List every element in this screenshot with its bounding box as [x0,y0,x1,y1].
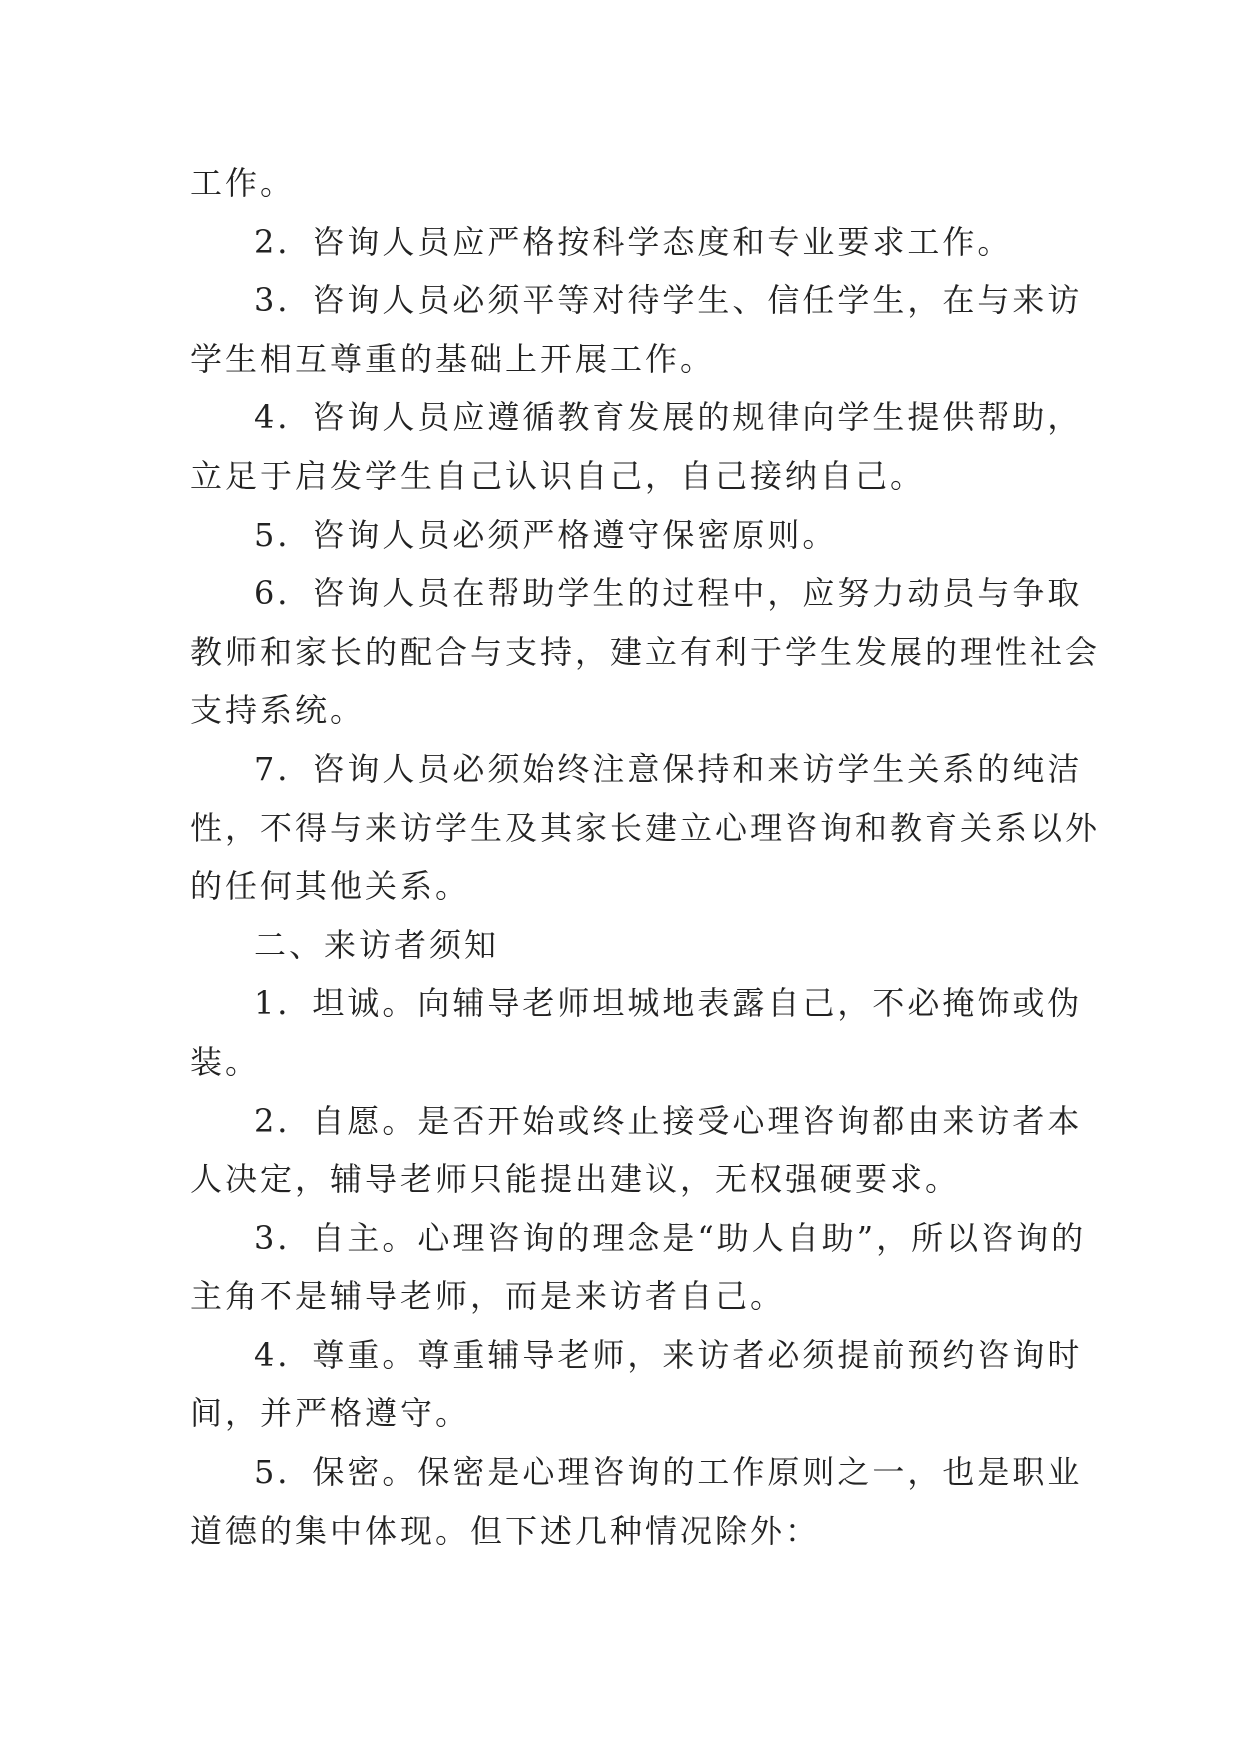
text-line: 5．咨询人员必须严格遵守保密原则。 [254,515,838,554]
text-line: 支持系统。 [190,691,366,730]
text-line: 教师和家长的配合与支持，建立有利于学生发展的理性社会 [190,632,1101,671]
text-line: 4．尊重。尊重辅导老师，来访者必须提前预约咨询时 [254,1335,1083,1374]
text-line: 7．咨询人员必须始终注意保持和来访学生关系的纯洁 [254,749,1083,788]
text-line: 4．咨询人员应遵循教育发展的规律向学生提供帮助， [254,398,1083,437]
text-line: 5．保密。保密是心理咨询的工作原则之一，也是职业 [254,1453,1083,1492]
text-line: 工作。 [190,164,296,202]
document-body [190,154,1101,1560]
text-line: 主角不是辅导老师，而是来访者自己。 [190,1277,786,1316]
text-line: 的任何其他关系。 [190,867,471,906]
text-line: 人决定，辅导老师只能提出建议，无权强硬要求。 [190,1160,961,1199]
text-line: 学生相互尊重的基础上开展工作。 [190,339,716,378]
text-line: 3．咨询人员必须平等对待学生、信任学生，在与来访 [254,281,1083,320]
text-line: 性，不得与来访学生及其家长建立心理咨询和教育关系以外 [190,808,1101,847]
text-line: 3．自主。心理咨询的理念是“助人自助”，所以咨询的 [254,1218,1087,1257]
section-heading: 二、来访者须知 [254,925,500,964]
text-line: 6．咨询人员在帮助学生的过程中，应努力动员与争取 [254,574,1083,613]
text-line: 2．自愿。是否开始或终止接受心理咨询都由来访者本 [254,1101,1083,1140]
text-line: 1．坦诚。向辅导老师坦城地表露自己，不必掩饰或伪 [254,984,1083,1023]
text-line: 装。 [190,1042,261,1081]
text-line: 间，并严格遵守。 [190,1394,471,1433]
text-line: 立足于启发学生自己认识自己，自己接纳自己。 [190,456,926,495]
text-line: 道德的集中体现。但下述几种情况除外： [190,1511,821,1550]
text-line: 2．咨询人员应严格按科学态度和专业要求工作。 [254,222,1013,261]
